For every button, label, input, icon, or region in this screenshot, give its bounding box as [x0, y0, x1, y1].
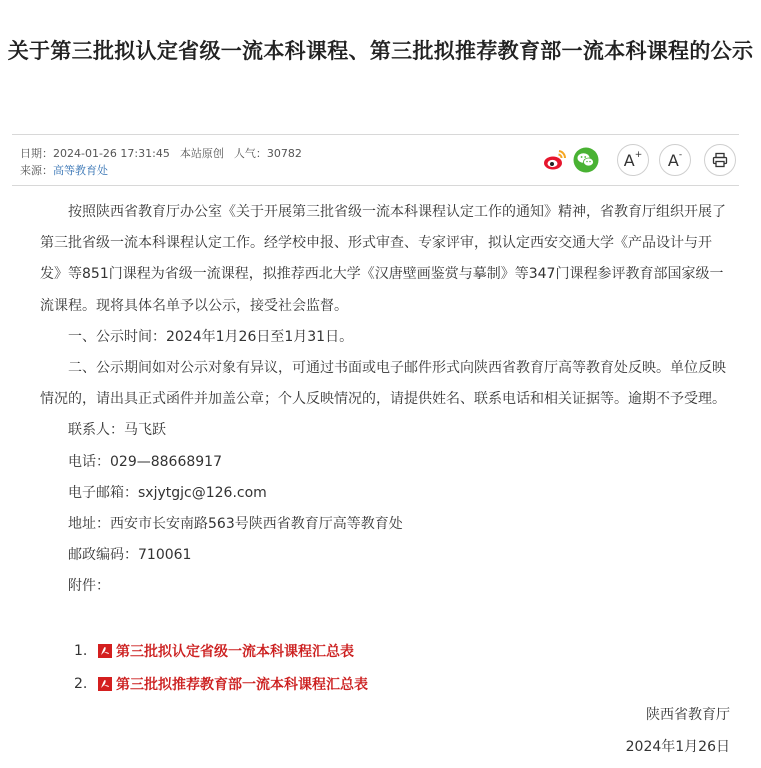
contact-person: 联系人：马飞跃: [68, 422, 166, 439]
weibo-icon[interactable]: [542, 147, 568, 173]
article-meta-bar: [12, 134, 739, 186]
print-button[interactable]: [704, 144, 736, 176]
article-body: [40, 197, 730, 603]
source-link[interactable]: 高等教育处: [53, 164, 108, 177]
attachments-label: 附件：: [68, 578, 110, 595]
publish-date: 2024-01-26 17:31:45: [53, 147, 170, 160]
views-label: 人气：: [233, 147, 267, 160]
font-decrease-label: A: [667, 150, 679, 170]
attachment-link[interactable]: 第三批拟推荐教育部一流本科课程汇总表: [116, 677, 368, 693]
views-count: 30782: [266, 147, 302, 160]
paragraph-objection: 二、公示期间如对公示对象有异议，可通过书面或电子邮件形式向陕西省教育厅高等教育处反映。单位反映情况的，请出具正式函件并加盖公章；个人反映情况的，请提供姓名、联系电话和相关证据等。逾期不予受理。: [40, 360, 726, 408]
font-decrease-button[interactable]: [659, 144, 691, 176]
meta-line-date: [20, 145, 302, 161]
contact-phone: 电话：029—88668917: [68, 453, 222, 470]
font-increase-button[interactable]: [617, 144, 649, 176]
paragraph-period: 一、公示时间：2024年1月26日至1月31日。: [68, 328, 354, 345]
date-label: 日期：: [20, 147, 53, 160]
source-label: 来源：: [20, 164, 53, 177]
attachment-link[interactable]: 第三批拟认定省级一流本科课程汇总表: [116, 644, 354, 660]
source-type: 本站原创: [179, 147, 224, 160]
plus-icon: +: [634, 150, 643, 160]
signature-org: 陕西省教育厅: [646, 707, 730, 723]
attachment-item[interactable]: [74, 641, 354, 661]
pdf-icon: [98, 644, 112, 658]
pdf-icon: [98, 677, 112, 691]
minus-icon: -: [678, 150, 683, 160]
contact-email: 电子邮箱：sxjytgjc@126.com: [68, 484, 267, 501]
printer-icon: [712, 152, 728, 168]
paragraph-intro: 按照陕西省教育厅办公室《关于开展第三批省级一流本科课程认定工作的通知》精神，省教育厅组织开展了第三批省级一流本科课程认定工作。经学校申报、形式审查、专家评审，拟认定西安交通大学《产品设计与开发》等851门课程为省级一流课程，拟推荐西北大学《汉唐壁画鉴赏与摹制》等347门课程参评教育部国家级一流课程。现将具体名单予以公示，接受社会监督。: [40, 204, 726, 314]
attachment-number: 1.: [74, 643, 88, 659]
meta-line-source: [20, 162, 108, 178]
attachment-number: 2.: [74, 676, 88, 692]
font-increase-label: A: [623, 150, 635, 170]
contact-postcode: 邮政编码：710061: [68, 547, 192, 564]
wechat-icon[interactable]: [573, 147, 599, 173]
article-title: 关于第三批拟认定省级一流本科课程、第三批拟推荐教育部一流本科课程的公示: [7, 39, 754, 63]
signature-date: 2024年1月26日: [625, 739, 730, 755]
attachment-item[interactable]: [74, 674, 368, 694]
contact-address: 地址：西安市长安南路563号陕西省教育厅高等教育处: [68, 516, 403, 533]
